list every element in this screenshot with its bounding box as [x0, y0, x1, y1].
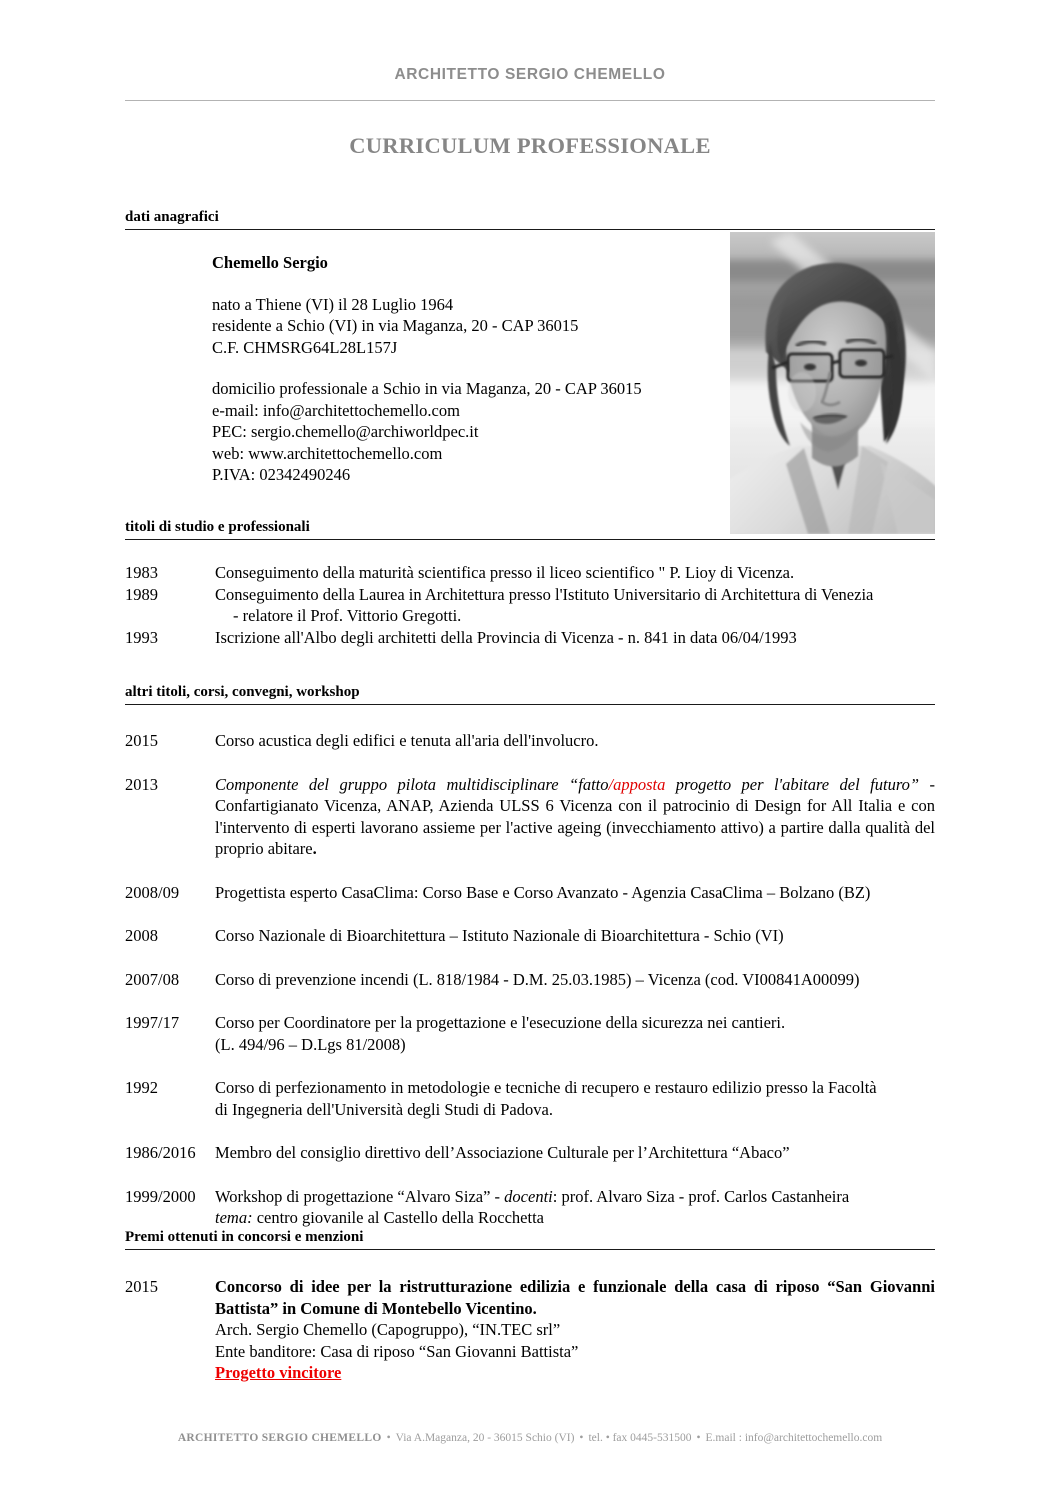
section-heading-altri-titoli: altri titoli, corsi, convegni, workshop: [125, 683, 935, 705]
entry-year: 1989: [125, 584, 158, 604]
page-footer: [125, 1432, 935, 1444]
entry-year: 2008/09: [125, 882, 180, 902]
course-entry: [125, 882, 935, 904]
entry-text: Progettista esperto CasaClima: Corso Base e Corso Avanzato - Agenzia CasaClima – Bolzano (BZ): [215, 882, 871, 902]
award-entry: [125, 1276, 935, 1384]
entry-text: di Ingegneria dell'Università degli Studi di Padova.: [215, 1099, 553, 1119]
entry-year: 1983: [125, 563, 158, 582]
education-entry: [125, 627, 935, 649]
section-premi: [125, 1228, 935, 1384]
award-status-badge: [215, 1362, 935, 1384]
entry-text: [215, 774, 935, 860]
footer-email: E.mail : info@architettochemello.com: [705, 1432, 883, 1444]
entry-text-italic: tema:: [215, 1208, 253, 1227]
detail-line: P.IVA: 02342490246: [212, 465, 351, 484]
running-header: [125, 66, 935, 84]
detail-line: PEC: sergio.chemello@archiworldpec.it: [212, 422, 479, 441]
entry-text: Corso Nazionale di Bioarchitettura – Istituto Nazionale di Bioarchitettura - Schio (VI): [215, 926, 784, 945]
section-heading-titoli-studio: titoli di studio e professionali: [125, 518, 935, 540]
section-heading-premi: Premi ottenuti in concorsi e menzioni: [125, 1228, 935, 1250]
entry-year: 1999/2000: [125, 1186, 196, 1206]
award-status-text: Progetto vincitore: [215, 1363, 342, 1382]
course-entry: [125, 1142, 935, 1164]
detail-line: residente a Schio (VI) in via Maganza, 20 - CAP 36015: [212, 316, 579, 335]
course-entry: [125, 730, 935, 752]
entry-text: - relatore il Prof. Vittorio Gregotti.: [233, 606, 462, 625]
personal-details-group-1: [212, 294, 712, 359]
award-detail: Ente banditore: Casa di riposo “San Giovanni Battista”: [215, 1341, 579, 1361]
entry-text: Membro del consiglio direttivo dell’Associazione Culturale per l’Architettura “Abaco”: [215, 1143, 790, 1162]
entry-text: (L. 494/96 – D.Lgs 81/2008): [215, 1034, 406, 1054]
course-entry: [125, 969, 935, 991]
page-title: CURRICULUM PROFESSIONALE: [349, 133, 711, 158]
footer-phone: tel. • fax 0445-531500: [588, 1432, 692, 1444]
detail-line: web: www.architettochemello.com: [212, 443, 443, 463]
award-detail: Arch. Sergio Chemello (Capogruppo), “IN.TEC srl”: [215, 1320, 561, 1339]
footer-address: Via A.Maganza, 20 - 36015 Schio (VI): [395, 1432, 575, 1444]
footer-separator: •: [579, 1432, 584, 1444]
entry-year: 2015: [125, 731, 158, 750]
entry-text-italic: progetto per l'abitare del futuro”: [665, 774, 920, 794]
section-heading-dati-anagrafici: dati anagrafici: [125, 208, 935, 230]
entry-text-plain: centro giovanile al Castello della Rocchetta: [252, 1208, 544, 1227]
entry-year: 1992: [125, 1078, 158, 1097]
personal-data-block: [212, 252, 712, 506]
entry-text: [215, 1207, 935, 1229]
course-entry: [125, 1077, 935, 1120]
person-name: Chemello Sergio: [212, 253, 328, 272]
section-altri-titoli: [125, 683, 935, 1229]
detail-line: C.F. CHMSRG64L28L157J: [212, 337, 398, 357]
detail-line: e-mail: info@architettochemello.com: [212, 400, 460, 420]
entry-text: [215, 1186, 935, 1208]
course-entry: [125, 774, 935, 860]
entry-year: 2008: [125, 926, 158, 945]
course-entry: [125, 1012, 935, 1055]
footer-separator: •: [386, 1432, 391, 1444]
entry-text: Conseguimento della maturità scientifica presso il liceo scientifico " P. Lioy di Vicenza.: [215, 563, 795, 582]
section-titoli-studio: [125, 518, 935, 648]
footer-separator: •: [696, 1432, 701, 1444]
entry-text: Corso di perfezionamento in metodologie e tecniche di recupero e restauro edilizio presso la Facoltà: [215, 1078, 877, 1097]
course-entry: [125, 1186, 935, 1229]
entry-year: 2007/08: [125, 969, 180, 989]
education-entry: [125, 584, 935, 627]
detail-line: nato a Thiene (VI) il 28 Luglio 1964: [212, 294, 454, 314]
detail-line: domicilio professionale a Schio in via Maganza, 20 - CAP 36015: [212, 379, 642, 398]
entry-year: 1986/2016: [125, 1143, 196, 1162]
entry-text-italic: Componente del gruppo pilota multidisciplinare “fatto: [215, 774, 609, 794]
course-entry: [125, 925, 935, 947]
entry-text-italic: docenti: [504, 1186, 553, 1206]
award-title: Concorso di idee per la ristrutturazione edilizia e funzionale della casa di riposo “San Giovanni Battista” in Comune di Montebello Vicentino.: [215, 1277, 935, 1318]
entry-text-plain: Workshop di progettazione “Alvaro Siza” -: [215, 1186, 505, 1206]
entry-year: 2013: [125, 774, 158, 794]
entry-text-bold: .: [312, 839, 317, 858]
portrait-photo: [730, 232, 935, 534]
entry-text: Conseguimento della Laurea in Architettura presso l'Istituto Universitario di Architettura di Venezia: [215, 584, 874, 604]
running-header-text: ARCHITETTO SERGIO CHEMELLO: [394, 66, 666, 83]
entry-year: 1997/17: [125, 1013, 180, 1032]
section-dati-anagrafici: [125, 208, 935, 230]
footer-company-name: ARCHITETTO SERGIO CHEMELLO: [177, 1432, 382, 1444]
entry-text: Corso acustica degli edifici e tenuta all'aria dell'involucro.: [215, 731, 599, 750]
entry-text: Corso per Coordinatore per la progettazione e l'esecuzione della sicurezza nei cantieri.: [215, 1013, 786, 1032]
personal-details-group-2: [212, 378, 712, 486]
entry-text-plain: : prof. Alvaro Siza - prof. Carlos Castanheira: [552, 1186, 850, 1206]
entry-text: Iscrizione all'Albo degli architetti della Provincia di Vicenza - n. 841 in data 06/04/1993: [215, 627, 797, 647]
entry-text-highlight: /apposta: [608, 774, 666, 794]
header-divider: [125, 100, 935, 101]
entry-text-plain: - Confartigianato Vicenza, ANAP, Azienda ULSS 6 Vicenza con il patrocinio di Design for All Italia e con l'intervento di esperti lavorano assieme per l'active ageing (invecchiamento attivo) a partire dalla qualità del proprio abitare: [215, 774, 935, 858]
portrait-photo-image: [730, 232, 935, 534]
entry-year: 1993: [125, 627, 158, 647]
entry-year: 2015: [125, 1277, 158, 1296]
education-entry: [125, 562, 935, 584]
entry-text: Corso di prevenzione incendi (L. 818/1984 - D.M. 25.03.1985) – Vicenza (cod. VI00841A00099): [215, 969, 860, 989]
